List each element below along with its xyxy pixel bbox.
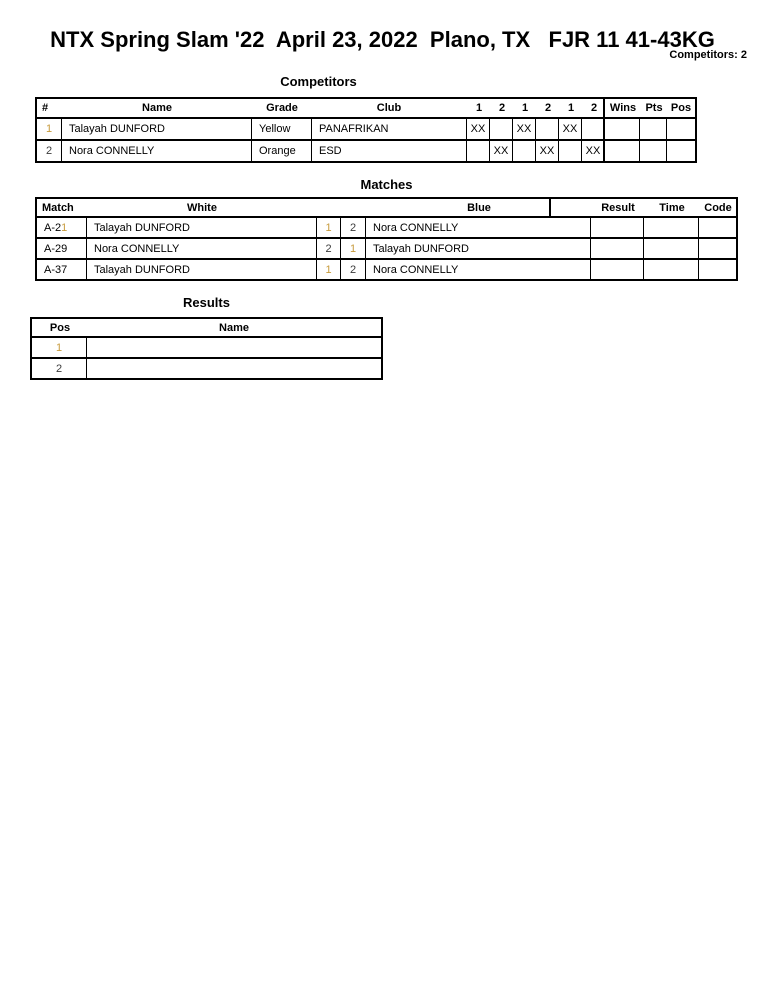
- wins-cell: [605, 141, 640, 161]
- blue-competitor: Nora CONNELLY: [366, 218, 591, 237]
- col-white: White: [187, 201, 217, 214]
- col-name: Name: [219, 321, 249, 334]
- results-table: [30, 317, 383, 380]
- competitor-club: ESD: [312, 141, 467, 161]
- wins-cell: [605, 119, 640, 139]
- col-code: Code: [704, 201, 732, 214]
- col-round-1: 1: [475, 102, 483, 114]
- blue-number: 2: [349, 263, 357, 276]
- match-id-accent: 1: [61, 221, 68, 234]
- match-row: [37, 216, 736, 237]
- col-blue: Blue: [467, 201, 491, 214]
- matches-table-header: [37, 199, 736, 216]
- col-round-5: 1: [567, 102, 575, 114]
- col-grade: Grade: [266, 102, 298, 114]
- match-id-main: A-29: [44, 242, 68, 255]
- match-row: [37, 237, 736, 258]
- result-cell: [591, 218, 644, 237]
- round-mark: XX: [467, 119, 490, 139]
- round-mark: [467, 141, 490, 161]
- matches-table: [35, 197, 738, 281]
- match-id-main: A-2: [44, 221, 62, 234]
- matches-heading: Matches: [360, 177, 413, 192]
- round-mark: XX: [559, 119, 582, 139]
- result-cell: [591, 260, 644, 279]
- pts-cell: [640, 119, 667, 139]
- competitor-grade: Yellow: [252, 119, 312, 139]
- competitors-table: [35, 97, 697, 163]
- pts-cell: [640, 141, 667, 161]
- results-heading: Results: [183, 295, 230, 310]
- col-result: Result: [601, 201, 635, 214]
- blue-competitor: Talayah DUNFORD: [366, 239, 591, 258]
- col-number: #: [42, 102, 49, 114]
- white-competitor: Nora CONNELLY: [87, 239, 317, 258]
- col-name: Name: [142, 102, 172, 114]
- code-cell: [699, 239, 736, 258]
- result-name: [87, 338, 381, 357]
- col-round-4: 2: [544, 102, 552, 114]
- round-mark: [536, 119, 559, 139]
- col-pos: Pos: [670, 102, 692, 114]
- round-mark: XX: [536, 141, 559, 161]
- competitor-number: 2: [45, 145, 53, 157]
- result-pos: 2: [55, 362, 63, 375]
- round-mark: XX: [513, 119, 536, 139]
- col-round-3: 1: [521, 102, 529, 114]
- competitors-heading: Competitors: [280, 74, 357, 89]
- col-pos: Pos: [49, 321, 71, 334]
- white-competitor: Talayah DUNFORD: [87, 218, 317, 237]
- time-cell: [644, 260, 699, 279]
- round-mark: XX: [490, 141, 513, 161]
- match-id: [37, 218, 87, 237]
- col-pts: Pts: [645, 102, 663, 114]
- result-name: [87, 359, 381, 378]
- blue-competitor: Nora CONNELLY: [366, 260, 591, 279]
- blue-number: 1: [349, 242, 357, 255]
- competitor-grade: Orange: [252, 141, 312, 161]
- time-cell: [644, 239, 699, 258]
- round-mark: [513, 141, 536, 161]
- pos-cell: [667, 119, 695, 139]
- competitors-table-header: [37, 99, 695, 117]
- result-row: [32, 357, 381, 378]
- round-mark: XX: [582, 141, 605, 161]
- result-cell: [591, 239, 644, 258]
- time-cell: [644, 218, 699, 237]
- match-id-main: A-37: [44, 263, 68, 276]
- white-number: 2: [325, 242, 332, 255]
- pos-cell: [667, 141, 695, 161]
- competitor-name: Nora CONNELLY: [62, 141, 252, 161]
- col-club: Club: [376, 102, 402, 114]
- col-match: Match: [42, 201, 74, 214]
- white-number: 1: [325, 221, 332, 234]
- code-cell: [699, 260, 736, 279]
- white-number: 1: [325, 263, 332, 276]
- round-mark: [582, 119, 605, 139]
- result-row: [32, 336, 381, 357]
- match-id: [37, 260, 87, 279]
- competitor-club: PANAFRIKAN: [312, 119, 467, 139]
- competitor-name: Talayah DUNFORD: [62, 119, 252, 139]
- match-row: [37, 258, 736, 279]
- col-round-2: 2: [498, 102, 506, 114]
- results-table-header: [32, 319, 381, 336]
- competitor-row: [37, 139, 695, 161]
- code-cell: [699, 218, 736, 237]
- header-divider: [549, 199, 551, 216]
- blue-number: 2: [349, 221, 357, 234]
- competitors-count: Competitors: 2: [669, 49, 747, 61]
- result-pos: 1: [55, 341, 63, 354]
- competitor-number: 1: [45, 123, 53, 135]
- round-mark: [559, 141, 582, 161]
- match-id: [37, 239, 87, 258]
- col-wins: Wins: [609, 102, 637, 114]
- round-mark: [490, 119, 513, 139]
- col-round-6: 2: [590, 102, 598, 114]
- col-time: Time: [659, 201, 685, 214]
- competitor-row: [37, 117, 695, 139]
- page-title: NTX Spring Slam '22 April 23, 2022 Plano, TX FJR 11 41-43KG: [50, 27, 715, 52]
- white-competitor: Talayah DUNFORD: [87, 260, 317, 279]
